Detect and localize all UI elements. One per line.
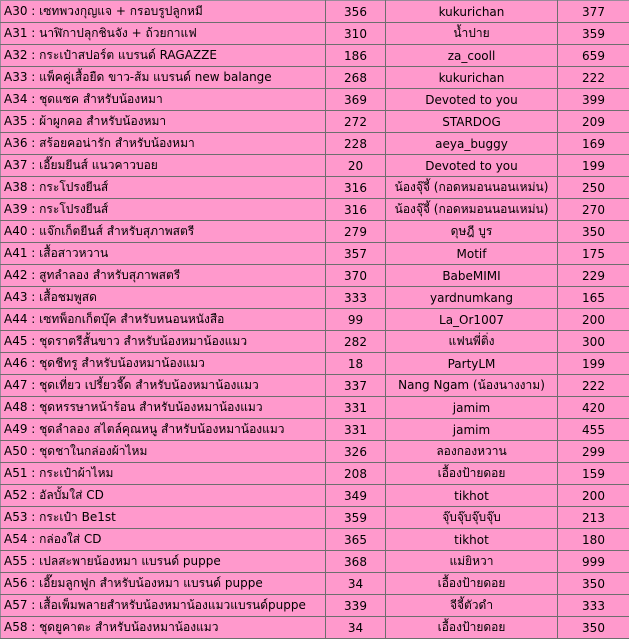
item-name: ชุดลำลอง สไตล์คุณหนู สำหรับน้องหมาน้องแมว bbox=[39, 422, 285, 436]
item-number-cell: 282 bbox=[326, 331, 386, 353]
item-number-cell: 316 bbox=[326, 177, 386, 199]
item-code: A53 bbox=[4, 510, 28, 524]
item-code: A30 bbox=[4, 4, 28, 18]
price-cell: 399 bbox=[558, 89, 629, 111]
item-number-cell: 310 bbox=[326, 23, 386, 45]
table-row bbox=[1, 221, 629, 243]
item-name: เซทพวงกุญแจ + กรอบรูปลูกหมี bbox=[39, 4, 203, 18]
item-number-cell: 349 bbox=[326, 485, 386, 507]
item-separator: : bbox=[27, 246, 40, 260]
item-number-cell: 34 bbox=[326, 573, 386, 595]
item-number-cell: 369 bbox=[326, 89, 386, 111]
item-separator: : bbox=[27, 224, 40, 238]
item-separator: : bbox=[27, 26, 40, 40]
item-number-cell: 208 bbox=[326, 463, 386, 485]
seller-cell: ลองกองหวาน bbox=[386, 441, 558, 463]
table-row bbox=[1, 573, 629, 595]
item-code: A55 bbox=[4, 554, 28, 568]
price-cell: 222 bbox=[558, 375, 629, 397]
item-code: A48 bbox=[4, 400, 28, 414]
item-code: A37 bbox=[4, 158, 28, 172]
item-number-cell: 34 bbox=[326, 617, 386, 639]
item-code: A35 bbox=[4, 114, 28, 128]
price-cell: 165 bbox=[558, 287, 629, 309]
seller-cell: น้องจุ๊จี้ (กอดหมอนนอนเหม่น) bbox=[386, 199, 558, 221]
item-separator: : bbox=[27, 268, 40, 282]
item-code: A42 bbox=[4, 268, 28, 282]
item-name: กระโปรงยีนส์ bbox=[39, 202, 109, 216]
seller-cell: แม่ยิหวา bbox=[386, 551, 558, 573]
item-code: A57 bbox=[4, 598, 28, 612]
item-code: A49 bbox=[4, 422, 28, 436]
seller-cell: BabeMIMI bbox=[386, 265, 558, 287]
price-cell: 175 bbox=[558, 243, 629, 265]
item-code: A34 bbox=[4, 92, 28, 106]
price-cell: 213 bbox=[558, 507, 629, 529]
item-code: A58 bbox=[4, 620, 28, 634]
item-separator: : bbox=[27, 576, 40, 590]
table-row bbox=[1, 463, 629, 485]
item-name: ชุดราตรีสั้นขาว สำหรับน้องหมาน้องแมว bbox=[39, 334, 248, 348]
seller-cell: น้องจุ๊จี้ (กอดหมอนนอนเหม่น) bbox=[386, 177, 558, 199]
item-number-cell: 356 bbox=[326, 1, 386, 23]
item-cell bbox=[1, 309, 326, 331]
item-name: สร้อยคอน่ารัก สำหรับน้องหมา bbox=[39, 136, 195, 150]
item-cell bbox=[1, 155, 326, 177]
price-cell: 222 bbox=[558, 67, 629, 89]
item-separator: : bbox=[27, 356, 40, 370]
table-row bbox=[1, 287, 629, 309]
table-row bbox=[1, 397, 629, 419]
table-row bbox=[1, 243, 629, 265]
price-cell: 200 bbox=[558, 485, 629, 507]
price-cell: 229 bbox=[558, 265, 629, 287]
table-row bbox=[1, 23, 629, 45]
item-cell bbox=[1, 595, 326, 617]
seller-cell: เอื้องป้ายดอย bbox=[386, 617, 558, 639]
price-cell: 199 bbox=[558, 353, 629, 375]
item-separator: : bbox=[27, 554, 40, 568]
price-cell: 999 bbox=[558, 551, 629, 573]
seller-cell: จุ๊บจุ๊บจุ๊บจุ๊บ bbox=[386, 507, 558, 529]
item-name: เสื้อเพ็มพลายสำหรับน้องหมาน้องแมวแบรนด์puppe bbox=[39, 598, 306, 612]
seller-cell: STARDOG bbox=[386, 111, 558, 133]
item-separator: : bbox=[27, 532, 40, 546]
item-cell bbox=[1, 463, 326, 485]
seller-cell: PartyLM bbox=[386, 353, 558, 375]
price-cell: 270 bbox=[558, 199, 629, 221]
seller-cell: tikhot bbox=[386, 529, 558, 551]
item-name: กระเป๋าผ้าไหม bbox=[39, 466, 114, 480]
item-name: ชุดแซค สำหรับน้องหมา bbox=[39, 92, 163, 106]
table-row bbox=[1, 595, 629, 617]
item-separator: : bbox=[27, 180, 40, 194]
table-row bbox=[1, 309, 629, 331]
seller-cell: La_Or1007 bbox=[386, 309, 558, 331]
item-number-cell: 268 bbox=[326, 67, 386, 89]
seller-cell: aeya_buggy bbox=[386, 133, 558, 155]
price-cell: 359 bbox=[558, 23, 629, 45]
item-separator: : bbox=[27, 70, 40, 84]
item-cell bbox=[1, 485, 326, 507]
item-separator: : bbox=[27, 334, 40, 348]
item-code: A44 bbox=[4, 312, 28, 326]
item-cell bbox=[1, 45, 326, 67]
item-code: A38 bbox=[4, 180, 28, 194]
seller-cell: Motif bbox=[386, 243, 558, 265]
item-code: A40 bbox=[4, 224, 28, 238]
item-number-cell: 99 bbox=[326, 309, 386, 331]
price-cell: 159 bbox=[558, 463, 629, 485]
item-cell bbox=[1, 573, 326, 595]
item-number-cell: 357 bbox=[326, 243, 386, 265]
item-name: กระโปรงยีนส์ bbox=[39, 180, 109, 194]
price-cell: 420 bbox=[558, 397, 629, 419]
item-name: กล่องใส่ CD bbox=[39, 532, 102, 546]
item-number-cell: 272 bbox=[326, 111, 386, 133]
table-row bbox=[1, 155, 629, 177]
price-cell: 199 bbox=[558, 155, 629, 177]
item-separator: : bbox=[27, 378, 40, 392]
price-cell: 250 bbox=[558, 177, 629, 199]
price-cell: 350 bbox=[558, 617, 629, 639]
seller-cell: yardnumkang bbox=[386, 287, 558, 309]
seller-cell: เอื้องป้ายดอย bbox=[386, 573, 558, 595]
item-name: อัลบั้มใส่ CD bbox=[39, 488, 104, 502]
item-separator: : bbox=[27, 312, 40, 326]
item-cell bbox=[1, 1, 326, 23]
item-cell bbox=[1, 221, 326, 243]
table-row bbox=[1, 617, 629, 639]
item-cell bbox=[1, 441, 326, 463]
item-number-cell: 316 bbox=[326, 199, 386, 221]
item-code: A43 bbox=[4, 290, 28, 304]
item-cell bbox=[1, 507, 326, 529]
item-separator: : bbox=[27, 510, 40, 524]
table-row bbox=[1, 331, 629, 353]
item-cell bbox=[1, 617, 326, 639]
price-cell: 169 bbox=[558, 133, 629, 155]
item-number-cell: 18 bbox=[326, 353, 386, 375]
item-separator: : bbox=[27, 620, 40, 634]
item-separator: : bbox=[27, 598, 40, 612]
item-number-cell: 339 bbox=[326, 595, 386, 617]
item-cell bbox=[1, 67, 326, 89]
item-number-cell: 333 bbox=[326, 287, 386, 309]
table-row bbox=[1, 529, 629, 551]
item-name: กระเป๋า Be1st bbox=[39, 510, 116, 524]
item-name: ชุดชาในกล่องผ้าไหม bbox=[39, 444, 148, 458]
price-cell: 350 bbox=[558, 573, 629, 595]
item-name: เปลสะพายน้องหมา แบรนด์ puppe bbox=[39, 554, 221, 568]
seller-cell: Devoted to you bbox=[386, 155, 558, 177]
price-cell: 209 bbox=[558, 111, 629, 133]
item-separator: : bbox=[27, 202, 40, 216]
table-row bbox=[1, 111, 629, 133]
item-code: A52 bbox=[4, 488, 28, 502]
table-body bbox=[1, 1, 629, 639]
item-separator: : bbox=[27, 466, 40, 480]
item-number-cell: 359 bbox=[326, 507, 386, 529]
seller-cell: kukurichan bbox=[386, 1, 558, 23]
item-cell bbox=[1, 133, 326, 155]
table-row bbox=[1, 199, 629, 221]
item-code: A47 bbox=[4, 378, 28, 392]
item-separator: : bbox=[27, 158, 40, 172]
item-name: แจ๊กเก็ตยีนส์ สำหรับสุภาพสตรี bbox=[39, 224, 195, 238]
item-name: ชุดชีทรู สำหรับน้องหมาน้องแมว bbox=[39, 356, 205, 370]
seller-cell: น้ำปาย bbox=[386, 23, 558, 45]
table-row bbox=[1, 507, 629, 529]
item-separator: : bbox=[27, 136, 40, 150]
item-separator: : bbox=[27, 400, 40, 414]
item-code: A31 bbox=[4, 26, 28, 40]
price-cell: 333 bbox=[558, 595, 629, 617]
item-number-cell: 365 bbox=[326, 529, 386, 551]
item-separator: : bbox=[27, 488, 40, 502]
seller-cell: jamim bbox=[386, 397, 558, 419]
item-cell bbox=[1, 397, 326, 419]
table-row bbox=[1, 177, 629, 199]
item-cell bbox=[1, 243, 326, 265]
item-cell bbox=[1, 89, 326, 111]
seller-cell: เอื้องป้ายดอย bbox=[386, 463, 558, 485]
seller-cell: Devoted to you bbox=[386, 89, 558, 111]
table-row bbox=[1, 67, 629, 89]
item-name: เสื้อชมพูสด bbox=[39, 290, 97, 304]
item-name: เอี๊ยมยีนส์ แนวคาวบอย bbox=[39, 158, 158, 172]
item-number-cell: 331 bbox=[326, 397, 386, 419]
item-code: A46 bbox=[4, 356, 28, 370]
item-code: A51 bbox=[4, 466, 28, 480]
price-cell: 659 bbox=[558, 45, 629, 67]
item-code: A36 bbox=[4, 136, 28, 150]
item-cell bbox=[1, 265, 326, 287]
seller-cell: za_cooll bbox=[386, 45, 558, 67]
table-row bbox=[1, 441, 629, 463]
item-name: เซทพ็อกเก็ตบุ๊ค สำหรับหนอนหนังสือ bbox=[39, 312, 225, 326]
item-cell bbox=[1, 419, 326, 441]
item-number-cell: 228 bbox=[326, 133, 386, 155]
item-cell bbox=[1, 287, 326, 309]
item-name: ชุดยูคาตะ สำหรับน้องหมาน้องแมว bbox=[39, 620, 219, 634]
seller-cell: Nang Ngam (น้องนางงาม) bbox=[386, 375, 558, 397]
item-name: นาฬิกาปลุกชินจัง + ถ้วยกาแฟ bbox=[39, 26, 197, 40]
price-cell: 455 bbox=[558, 419, 629, 441]
item-number-cell: 368 bbox=[326, 551, 386, 573]
item-name: ชุดหรรษาหน้าร้อน สำหรับน้องหมาน้องแมว bbox=[39, 400, 263, 414]
item-cell bbox=[1, 111, 326, 133]
seller-cell: kukurichan bbox=[386, 67, 558, 89]
item-code: A33 bbox=[4, 70, 28, 84]
item-number-cell: 337 bbox=[326, 375, 386, 397]
table-row bbox=[1, 353, 629, 375]
item-code: A39 bbox=[4, 202, 28, 216]
seller-cell: tikhot bbox=[386, 485, 558, 507]
seller-cell: ดุษฎี บูร bbox=[386, 221, 558, 243]
item-separator: : bbox=[27, 92, 40, 106]
item-cell bbox=[1, 23, 326, 45]
item-code: A45 bbox=[4, 334, 28, 348]
item-separator: : bbox=[27, 444, 40, 458]
price-cell: 200 bbox=[558, 309, 629, 331]
item-cell bbox=[1, 199, 326, 221]
item-name: ผ้าผูกคอ สำหรับน้องหมา bbox=[39, 114, 167, 128]
price-cell: 299 bbox=[558, 441, 629, 463]
item-number-cell: 331 bbox=[326, 419, 386, 441]
table-row bbox=[1, 265, 629, 287]
item-number-cell: 279 bbox=[326, 221, 386, 243]
item-number-cell: 186 bbox=[326, 45, 386, 67]
table-row bbox=[1, 551, 629, 573]
price-cell: 300 bbox=[558, 331, 629, 353]
seller-cell: jamim bbox=[386, 419, 558, 441]
price-cell: 377 bbox=[558, 1, 629, 23]
item-separator: : bbox=[27, 114, 40, 128]
item-name: แพ็คคู่เสื้อยืด ขาว-ส้ม แบรนด์ new balange bbox=[39, 70, 272, 84]
item-cell bbox=[1, 353, 326, 375]
item-name: เสื้อสาวหวาน bbox=[39, 246, 109, 260]
item-number-cell: 20 bbox=[326, 155, 386, 177]
table-row bbox=[1, 375, 629, 397]
item-name: ชุดเที่ยว เปรี้ยวจี๊ด สำหรับน้องหมาน้องแมว bbox=[39, 378, 259, 392]
item-name: เอี๊ยมลูกฟูก สำหรับน้องหมา แบรนด์ puppe bbox=[39, 576, 263, 590]
item-cell bbox=[1, 177, 326, 199]
seller-cell: แฟนพี่ติ่ง bbox=[386, 331, 558, 353]
item-name: สูทลำลอง สำหรับสุภาพสตรี bbox=[39, 268, 181, 282]
item-name: กระเป๋าสปอร์ต แบรนด์ RAGAZZE bbox=[39, 48, 217, 62]
table-row bbox=[1, 1, 629, 23]
item-separator: : bbox=[27, 4, 40, 18]
item-cell bbox=[1, 375, 326, 397]
item-cell bbox=[1, 529, 326, 551]
table-row bbox=[1, 485, 629, 507]
price-cell: 350 bbox=[558, 221, 629, 243]
item-cell bbox=[1, 331, 326, 353]
seller-cell: จีจี้ตัวดำ bbox=[386, 595, 558, 617]
table-row bbox=[1, 89, 629, 111]
item-number-cell: 370 bbox=[326, 265, 386, 287]
table-row bbox=[1, 133, 629, 155]
item-cell bbox=[1, 551, 326, 573]
item-separator: : bbox=[27, 422, 40, 436]
table-row bbox=[1, 419, 629, 441]
price-cell: 180 bbox=[558, 529, 629, 551]
item-code: A50 bbox=[4, 444, 28, 458]
item-code: A56 bbox=[4, 576, 28, 590]
item-separator: : bbox=[27, 48, 40, 62]
item-code: A41 bbox=[4, 246, 28, 260]
item-separator: : bbox=[27, 290, 40, 304]
item-code: A32 bbox=[4, 48, 28, 62]
item-number-cell: 326 bbox=[326, 441, 386, 463]
table-row bbox=[1, 45, 629, 67]
item-code: A54 bbox=[4, 532, 28, 546]
